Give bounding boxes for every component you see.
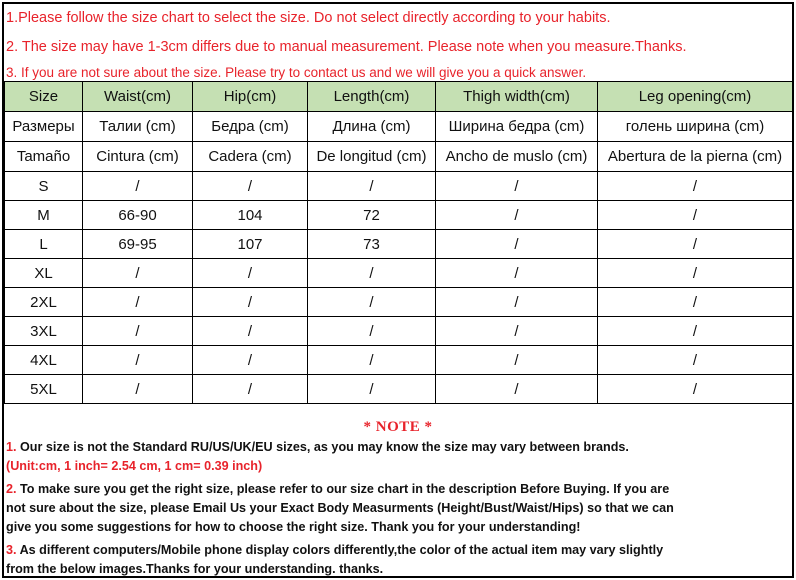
table-cell: Ширина бедра (cm) [436,112,598,142]
table-cell: / [308,172,436,201]
table-row [5,317,793,346]
table-row [5,259,793,288]
size-label-cell: 4XL [5,346,83,375]
table-cell: / [436,288,598,317]
size-label-cell: 5XL [5,375,83,404]
size-label-cell: M [5,201,83,230]
table-cell: / [598,201,793,230]
table-cell: / [598,375,793,404]
table-cell: / [436,230,598,259]
table-cell: / [598,172,793,201]
table-cell: Бедра (cm) [193,112,308,142]
table-cell: голень ширина (cm) [598,112,793,142]
table-header-row [5,82,793,112]
table-cell: Ancho de muslo (cm) [436,142,598,172]
header-cell: Leg opening(cm) [598,82,793,112]
table-row [5,346,793,375]
header-cell: Size [5,82,83,112]
note-section [4,414,792,579]
note-item-3-number: 3. [6,543,17,557]
table-cell: / [83,172,193,201]
table-row [5,230,793,259]
table-cell: / [436,317,598,346]
table-cell: 73 [308,230,436,259]
table-row [5,172,793,201]
note-title: * NOTE * [363,419,433,435]
header-cell: Waist(cm) [83,82,193,112]
note-item-2-line-1 [4,480,792,499]
table-cell: Cadera (cm) [193,142,308,172]
table-cell: De longitud (cm) [308,142,436,172]
size-label-cell: L [5,230,83,259]
note-item-1-line-1 [4,438,792,457]
notices-block [6,6,790,85]
table-cell: / [83,288,193,317]
table-cell: / [436,259,598,288]
table-cell: / [83,259,193,288]
spanish-header-row [5,142,793,172]
table-cell: / [598,230,793,259]
note-item-3-text: As different computers/Mobile phone display colors differently,the color of the actual item may vary slightly [19,543,664,557]
size-label-cell: S [5,172,83,201]
table-cell: 107 [193,230,308,259]
table-cell: Abertura de la pierna (cm) [598,142,793,172]
note-item-3-line-2: from the below images.Thanks for your understanding. thanks. [6,562,384,576]
table-cell: / [436,375,598,404]
table-cell: / [83,317,193,346]
table-cell: / [598,288,793,317]
table-cell: / [193,288,308,317]
size-table [4,81,793,404]
note-item-2-number: 2. [6,482,17,496]
size-label-cell: 2XL [5,288,83,317]
table-cell: / [308,375,436,404]
table-row [5,375,793,404]
table-row [5,201,793,230]
table-cell: / [598,317,793,346]
table-cell: / [193,346,308,375]
note-item-2-line-2: not sure about the size, please Email Us your Exact Body Measurments (Height/Bust/Waist/Hips) so that we can [6,501,674,515]
header-cell: Length(cm) [308,82,436,112]
note-item-1-unit-line: (Unit:cm, 1 inch= 2.54 cm, 1 cm= 0.39 inch) [6,459,263,473]
notice-2: 2. The size may have 1-3cm differs due to manual measurement. Please note when you measure.Thanks. [6,39,687,55]
size-label-cell: XL [5,259,83,288]
table-cell: / [193,259,308,288]
russian-header-row [5,112,793,142]
table-row [5,288,793,317]
table-cell: / [598,346,793,375]
table-cell: / [193,375,308,404]
size-label-cell: 3XL [5,317,83,346]
header-cell: Hip(cm) [193,82,308,112]
table-cell: / [83,375,193,404]
table-cell: Размеры [5,112,83,142]
table-cell: / [193,317,308,346]
table-cell: / [308,259,436,288]
table-cell: Cintura (cm) [83,142,193,172]
header-cell: Thigh width(cm) [436,82,598,112]
note-item-1-number: 1. [6,440,17,454]
note-item-2-text: To make sure you get the right size, please refer to our size chart in the description Before Buying. If you are [20,482,670,496]
note-item-2-line-3: give you some suggestions for how to choose the right size. Thank you for your understanding! [6,520,581,534]
table-cell: / [436,172,598,201]
table-cell: 69-95 [83,230,193,259]
table-cell: / [83,346,193,375]
note-item-1-text: Our size is not the Standard RU/US/UK/EU sizes, as you may know the size may vary between brands. [20,440,629,454]
table-cell: Длина (cm) [308,112,436,142]
table-cell: / [436,346,598,375]
table-cell: Tamaño [5,142,83,172]
notice-3: 3. If you are not sure about the size. Please try to contact us and we will give you a quick answer. [6,65,587,80]
table-cell: / [308,346,436,375]
notice-1: 1.Please follow the size chart to select the size. Do not select directly according to your habits. [6,10,611,26]
table-cell: 104 [193,201,308,230]
table-cell: / [308,288,436,317]
table-cell: 72 [308,201,436,230]
table-cell: 66-90 [83,201,193,230]
table-cell: / [308,317,436,346]
table-cell: / [193,172,308,201]
table-cell: / [598,259,793,288]
note-item-3-line-1 [4,541,792,560]
table-cell: / [436,201,598,230]
table-cell: Талии (cm) [83,112,193,142]
